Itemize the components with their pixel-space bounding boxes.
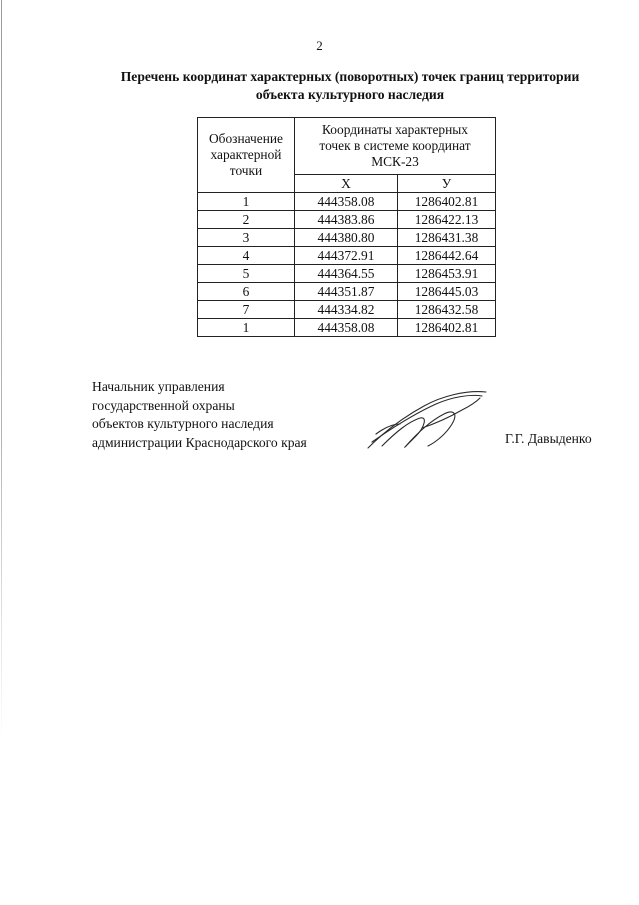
- position-line: администрации Краснодарского края: [92, 434, 307, 450]
- cell-point: 1: [198, 193, 295, 211]
- position-line: Начальник управления: [92, 379, 225, 394]
- cell-x: 444358.08: [295, 193, 398, 211]
- cell-y: 1286422.13: [398, 211, 496, 229]
- cell-point: 1: [198, 319, 295, 337]
- cell-point: 5: [198, 265, 295, 283]
- cell-y: 1286402.81: [398, 193, 496, 211]
- cell-x: 444358.08: [295, 319, 398, 337]
- cell-point: 2: [198, 211, 295, 229]
- table-row: [198, 229, 496, 247]
- cell-point: 7: [198, 301, 295, 319]
- table-row: [198, 247, 496, 265]
- cell-x: 444364.55: [295, 265, 398, 283]
- header-point-line: Обозначение: [209, 131, 283, 146]
- cell-y: 1286431.38: [398, 229, 496, 247]
- header-coords-line: точек в системе координат: [319, 138, 471, 153]
- position-line: государственной охраны: [92, 397, 235, 413]
- header-coordinates: [295, 118, 496, 175]
- table-row: [198, 283, 496, 301]
- cell-y: 1286453.91: [398, 265, 496, 283]
- header-y: У: [398, 175, 496, 193]
- signer-name: Г.Г. Давыденко: [505, 431, 592, 446]
- table-row: [198, 193, 496, 211]
- position-line: объектов культурного наследия: [92, 416, 274, 431]
- table-row: [198, 301, 496, 319]
- table-row: [198, 211, 496, 229]
- header-point-line: точки: [229, 163, 263, 178]
- table-header-row: [198, 118, 496, 175]
- header-coords-line: МСК-23: [371, 154, 419, 169]
- cell-y: 1286402.81: [398, 319, 496, 337]
- page-number: 2: [316, 38, 323, 53]
- title-line-2: объекта культурного наследия: [255, 87, 445, 102]
- cell-x: 444351.87: [295, 283, 398, 301]
- table-row: [198, 265, 496, 283]
- header-point-line: характерной: [210, 147, 282, 162]
- cell-y: 1286445.03: [398, 283, 496, 301]
- page-scan-edge: [1, 0, 2, 740]
- header-point-designation: [198, 118, 295, 193]
- cell-point: 3: [198, 229, 295, 247]
- cell-x: 444334.82: [295, 301, 398, 319]
- cell-point: 4: [198, 247, 295, 265]
- handwritten-signature: [362, 388, 492, 454]
- document-title: [60, 68, 639, 104]
- cell-y: 1286432.58: [398, 301, 496, 319]
- coordinates-table: [197, 117, 496, 337]
- header-coords-line: Координаты характерных: [322, 122, 468, 137]
- cell-y: 1286442.64: [398, 247, 496, 265]
- cell-point: 6: [198, 283, 295, 301]
- table-row: [198, 319, 496, 337]
- cell-x: 444383.86: [295, 211, 398, 229]
- signatory-position: [92, 378, 307, 452]
- header-x: X: [295, 175, 398, 193]
- title-line-1: Перечень координат характерных (поворотных) точек границ территории: [120, 69, 580, 84]
- cell-x: 444372.91: [295, 247, 398, 265]
- cell-x: 444380.80: [295, 229, 398, 247]
